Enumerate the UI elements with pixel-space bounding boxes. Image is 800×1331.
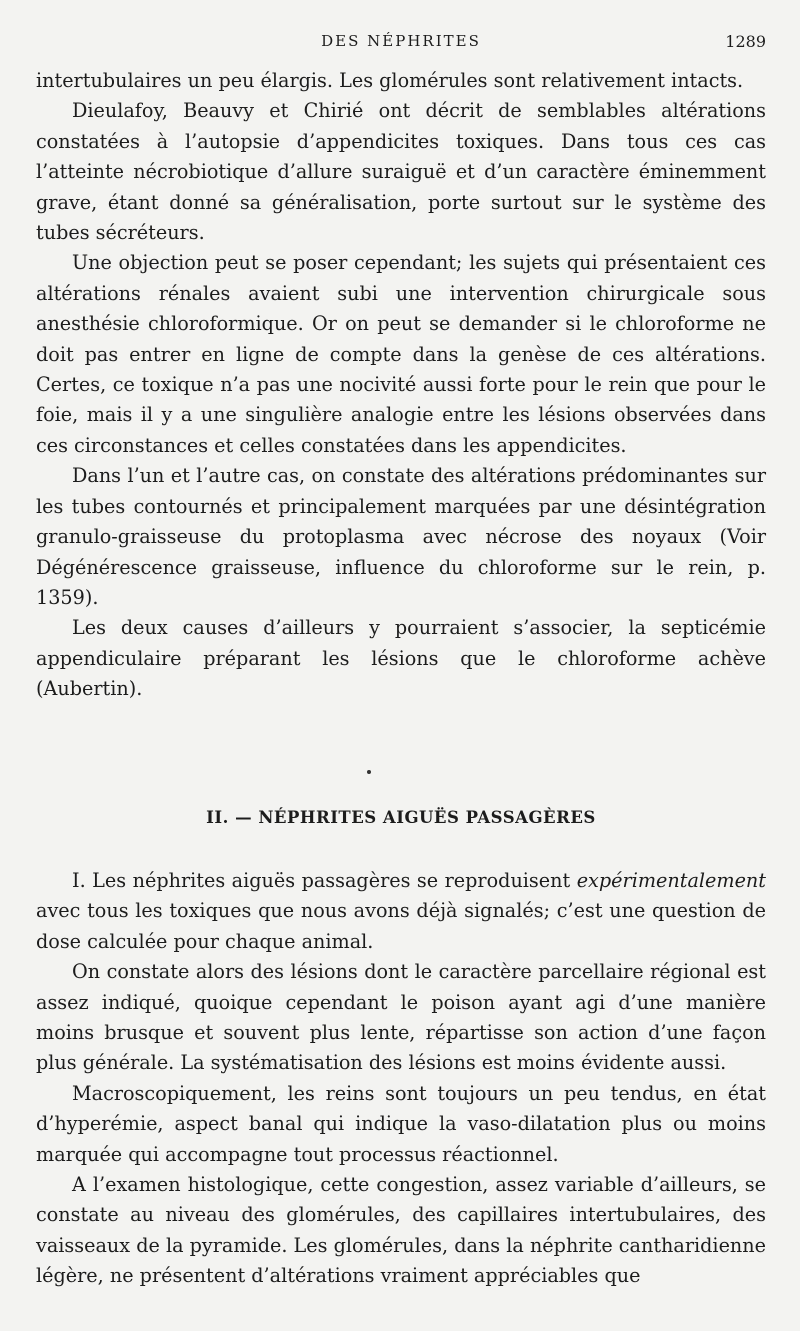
paragraph: Les deux causes d’ailleurs y pourraient s’associer, la septicémie appendiculaire préparant les lésions que le chloroforme achève (Aubertin). bbox=[36, 616, 766, 701]
paragraph: Macroscopiquement, les reins sont toujours un peu tendus, en état d’hyperémie, aspect banal qui indique la vaso-dilatation plus ou moins marquée qui accompagne tout processus réactionnel. bbox=[36, 1081, 766, 1166]
page-number: 1289 bbox=[725, 32, 766, 51]
section-heading: II. — NÉPHRITES AIGUËS PASSAGÈRES bbox=[206, 808, 596, 827]
paragraph: On constate alors des lésions dont le caractère parcellaire régional est assez indiqué, quoique cependant le poison ayant agi d’une manière moins brusque et souvent plus lente, répartisse son action d’une façon plus générale. La systématisation des lésions est moins évidente aussi. bbox=[36, 960, 766, 1075]
paragraph: Dieulafoy, Beauvy et Chirié ont décrit de semblables altérations constatées à l’autopsie d’appendicites toxiques. Dans tous ces cas l’atteinte nécrobiotique d’allure suraiguë et d’un caractère éminemment grave, étant donné sa généralisation, porte surtout sur le système des tubes sécréteurs. bbox=[36, 99, 766, 245]
body-section-1 bbox=[36, 66, 766, 705]
paragraph: Dans l’un et l’autre cas, on constate des altérations prédominantes sur les tubes contournés et principalement marquées par une désintégration granulo-graisseuse du protoplasma avec nécrose des noyaux (Voir Dégénérescence graisseuse, influence du chloroforme sur le rein, p. 1359). bbox=[36, 464, 766, 609]
italic-term: expérimentalement bbox=[576, 869, 766, 892]
paragraph-end: avec tous les toxiques que nous avons déjà signalés; c’est une question de dose calculée pour chaque animal. bbox=[36, 899, 766, 953]
running-title: DES NÉPHRITES bbox=[321, 32, 481, 50]
paragraph: A l’examen histologique, cette congestion, assez variable d’ailleurs, se constate au niveau des glomérules, des capillaires intertubulaires, des vaisseaux de la pyramide. Les glomérules, dans la néphrite cantharidienne légère, ne présentent d’altérations vraiment appréciables que bbox=[36, 1173, 766, 1288]
paragraph-start: I. Les néphrites aiguës passagères se reproduisent bbox=[72, 869, 577, 892]
paragraph: Une objection peut se poser cependant; les sujets qui présentaient ces altérations rénales avaient subi une intervention chirurgicale sous anesthésie chloroformique. Or on peut se demander si le chloroforme ne doit pas entrer en ligne de compte dans la genèse de ces altérations. Certes, ce toxique n’a pas une nocivité aussi forte pour le rein que pour le foie, mais il y a une singulière analogie entre les lésions observées dans ces circonstances et celles constatées dans les appendicites. bbox=[36, 251, 766, 457]
paragraph: intertubulaires un peu élargis. Les glomérules sont relativement intacts. bbox=[36, 69, 744, 92]
print-speck bbox=[367, 770, 371, 774]
running-head bbox=[36, 30, 766, 56]
paragraph bbox=[36, 866, 766, 957]
body-section-2 bbox=[36, 866, 766, 1292]
